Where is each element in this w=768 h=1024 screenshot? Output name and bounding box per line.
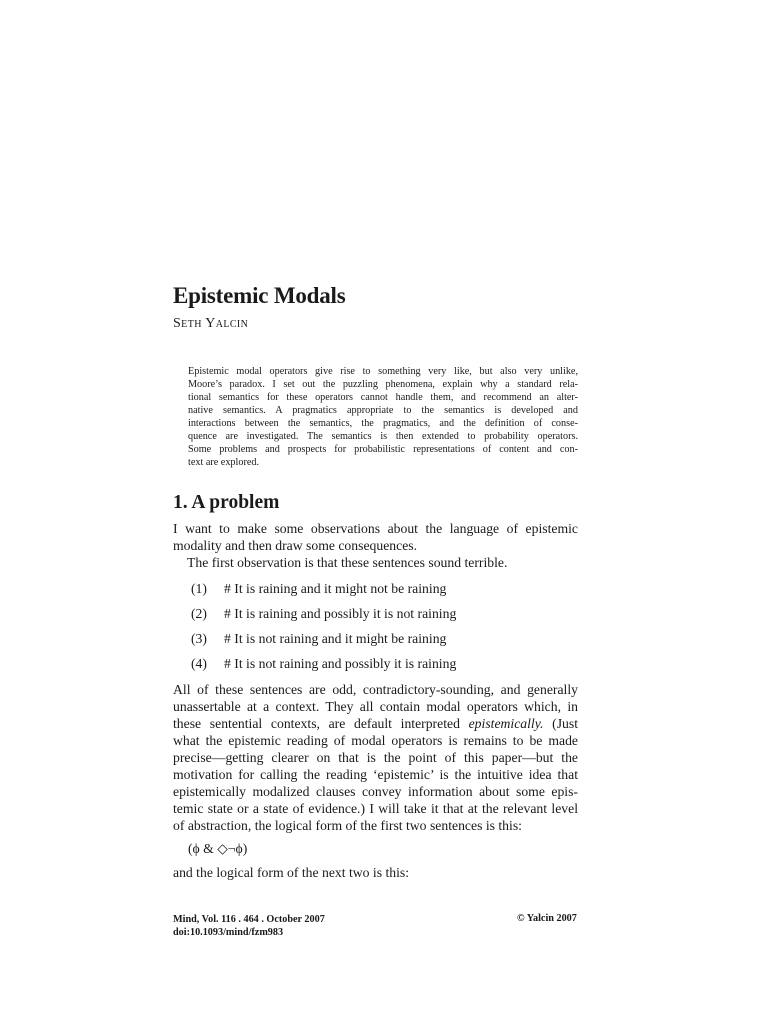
body-line: All of these sentences are odd, contradictory-sounding, and generally (173, 682, 578, 697)
body-line: modality and then draw some consequences. (173, 538, 418, 553)
body-text: these sentential contexts, are default interpreted (173, 716, 469, 731)
abstract-line: text are explored. (188, 457, 259, 468)
body-line: precise—getting clearer on that is the point of this paper—but the (173, 750, 578, 765)
example-item (191, 655, 456, 680)
paper-author: Seth Yalcin (173, 316, 249, 331)
example-text: # It is not raining and it might be raining (224, 631, 447, 646)
body-line: and the logical form of the next two is this: (173, 865, 410, 880)
body-line: motivation for calling the reading ‘epistemic’ is the intuitive idea that (173, 767, 578, 782)
example-number: (3) (191, 631, 207, 646)
body-line: epistemically modalized clauses convey information about some epis- (173, 784, 578, 799)
abstract-line: Moore’s paradox. I set out the puzzling phenomena, explain why a standard rela- (188, 379, 578, 390)
abstract (188, 365, 578, 469)
example-list (191, 580, 456, 680)
paper-title: Epistemic Modals (173, 283, 346, 308)
example-text: # It is raining and possibly it is not raining (224, 606, 457, 621)
journal-footer (173, 913, 325, 939)
abstract-line: tional semantics for these operators cannot handle them, and recommend an alter- (188, 392, 578, 403)
example-text: # It is not raining and possibly it is raining (224, 656, 457, 671)
example-number: (2) (191, 606, 207, 621)
example-item (191, 630, 456, 655)
body-line: unassertable at a context. They all contain modal operators which, in (173, 699, 578, 714)
body-line: I want to make some observations about the language of epistemic (173, 521, 578, 536)
emphasis-text: epistemically. (468, 716, 544, 731)
abstract-line: quence are investigated. The semantics is then extended to probability operators. (188, 431, 578, 442)
abstract-line: native semantics. A pragmatics appropriate to the semantics is developed and (188, 405, 578, 416)
section-intro (173, 520, 578, 571)
journal-citation: Mind, Vol. 116 . 464 . October 2007 (173, 914, 325, 925)
body-paragraph (173, 681, 578, 834)
abstract-line: Some problems and prospects for probabilistic representations of content and con- (188, 444, 578, 455)
example-item (191, 580, 456, 605)
abstract-line: Epistemic modal operators give rise to something very like, but also very unlike, (188, 366, 578, 377)
body-text: (Just (543, 716, 579, 731)
section-heading: 1. A problem (173, 492, 280, 513)
example-item (191, 605, 456, 630)
body-line: of abstraction, the logical form of the first two sentences is this: (173, 818, 522, 833)
body-line: The first observation is that these sentences sound terrible. (187, 555, 508, 570)
body-line (173, 715, 578, 732)
doi-text: doi:10.1093/mind/fzm983 (173, 927, 284, 938)
body-line: what the epistemic reading of modal operators is remains to be made (173, 733, 578, 748)
example-number: (1) (191, 581, 207, 596)
body-line: temic state or a state of evidence.) I will take it that at the relevant level (173, 801, 578, 816)
example-number: (4) (191, 656, 207, 671)
copyright-notice: © Yalcin 2007 (517, 913, 577, 924)
logical-form-formula: (ϕ & ◇¬ϕ) (188, 841, 248, 856)
example-text: # It is raining and it might not be raining (224, 581, 447, 596)
abstract-line: interactions between the semantics, the pragmatics, and the definition of conse- (188, 418, 578, 429)
